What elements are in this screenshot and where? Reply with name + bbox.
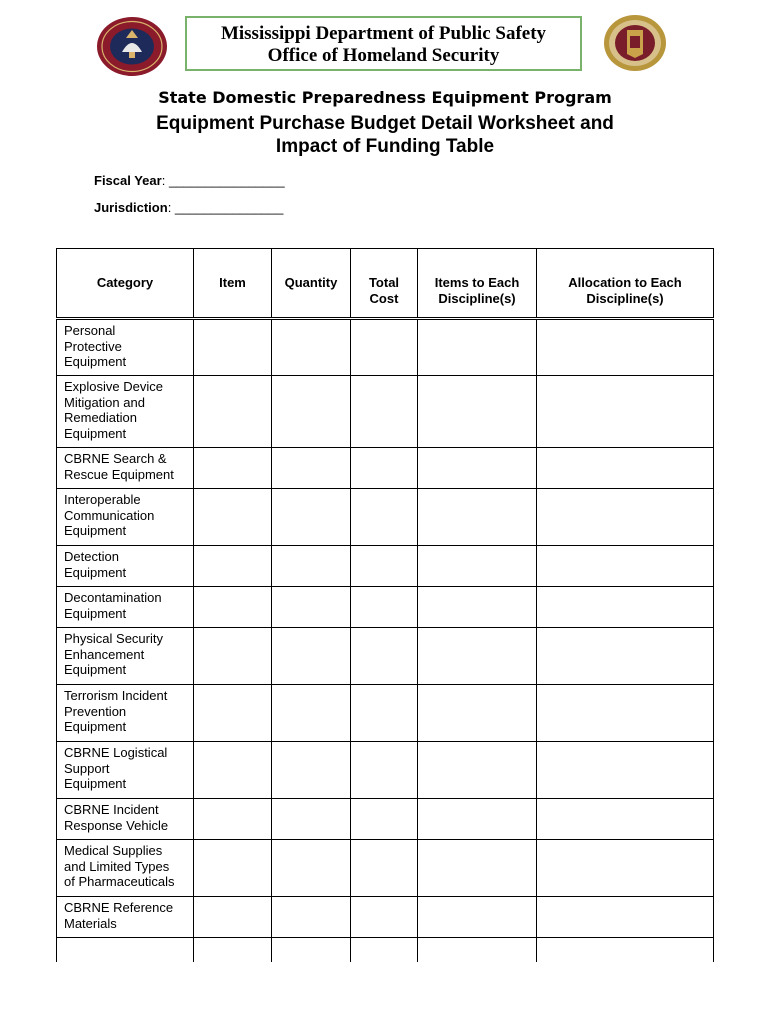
jurisdiction-label: Jurisdiction bbox=[94, 200, 168, 215]
table-row bbox=[57, 489, 714, 546]
column-header-line: Cost bbox=[369, 290, 399, 306]
public-safety-seal-icon bbox=[96, 16, 168, 77]
entry-cell-items-to-discipline[interactable] bbox=[418, 587, 537, 628]
column-header-items-to-discipline bbox=[418, 249, 537, 319]
column-header-line: Allocation to Each bbox=[568, 275, 682, 290]
entry-cell-item[interactable] bbox=[194, 742, 272, 799]
category-label-line: Detection bbox=[64, 549, 119, 564]
entry-cell-quantity[interactable] bbox=[272, 587, 351, 628]
category-label-line: Protective bbox=[64, 338, 122, 354]
entry-cell-total-cost[interactable] bbox=[351, 897, 418, 938]
category-cell bbox=[57, 319, 194, 376]
table-row bbox=[57, 628, 714, 685]
program-title: State Domestic Preparedness Equipment Program bbox=[158, 88, 612, 107]
category-label-line: CBRNE Logistical bbox=[64, 745, 168, 760]
table-row bbox=[57, 897, 714, 938]
category-cell bbox=[57, 489, 194, 546]
entry-cell-allocation-to-discipline[interactable] bbox=[537, 489, 714, 546]
entry-cell-quantity[interactable] bbox=[272, 840, 351, 897]
category-label-line: Equipment bbox=[64, 354, 127, 369]
entry-cell-total-cost[interactable] bbox=[351, 742, 418, 799]
entry-cell-allocation-to-discipline[interactable] bbox=[537, 376, 714, 448]
category-label-line: Explosive Device bbox=[64, 379, 163, 394]
category-label-line: Response Vehicle bbox=[64, 817, 169, 833]
budget-table bbox=[56, 248, 714, 962]
fiscal-year-label: Fiscal Year bbox=[94, 173, 162, 188]
category-label-line: Support bbox=[64, 760, 110, 776]
category-label-line: Equipment bbox=[64, 662, 127, 677]
category-label-line: Communication bbox=[64, 507, 155, 523]
entry-cell-item[interactable] bbox=[194, 897, 272, 938]
table-row bbox=[57, 742, 714, 799]
entry-cell-items-to-discipline[interactable] bbox=[418, 685, 537, 742]
table-row bbox=[57, 376, 714, 448]
entry-cell-total-cost[interactable] bbox=[351, 587, 418, 628]
table-row bbox=[57, 685, 714, 742]
entry-cell-total-cost[interactable] bbox=[351, 319, 418, 376]
category-cell bbox=[57, 840, 194, 897]
entry-cell-allocation-to-discipline[interactable] bbox=[537, 685, 714, 742]
table-header-row bbox=[57, 249, 714, 319]
entry-cell-items-to-discipline[interactable] bbox=[418, 799, 537, 840]
category-label-line: Equipment bbox=[64, 523, 127, 538]
entry-cell-item[interactable] bbox=[194, 799, 272, 840]
table-body bbox=[57, 319, 714, 962]
entry-cell-allocation-to-discipline[interactable] bbox=[537, 799, 714, 840]
worksheet-title bbox=[0, 112, 770, 158]
entry-cell[interactable] bbox=[272, 938, 351, 962]
table-row bbox=[57, 546, 714, 587]
category-cell bbox=[57, 587, 194, 628]
fiscal-year-blank: : ________________ bbox=[161, 173, 285, 188]
entry-cell-item[interactable] bbox=[194, 840, 272, 897]
entry-cell-quantity[interactable] bbox=[272, 319, 351, 376]
entry-cell-quantity[interactable] bbox=[272, 742, 351, 799]
table-row bbox=[57, 448, 714, 489]
jurisdiction-field[interactable] bbox=[94, 200, 283, 215]
entry-cell-allocation-to-discipline[interactable] bbox=[537, 587, 714, 628]
jurisdiction-blank: : _______________ bbox=[167, 200, 284, 215]
entry-cell-quantity[interactable] bbox=[272, 897, 351, 938]
column-header-category bbox=[57, 249, 194, 319]
entry-cell-total-cost[interactable] bbox=[351, 376, 418, 448]
category-label-line: Terrorism Incident bbox=[64, 688, 168, 703]
entry-cell[interactable] bbox=[537, 938, 714, 962]
entry-cell-items-to-discipline[interactable] bbox=[418, 628, 537, 685]
column-header-line: Quantity bbox=[284, 275, 338, 290]
entry-cell-allocation-to-discipline[interactable] bbox=[537, 742, 714, 799]
entry-cell-total-cost[interactable] bbox=[351, 799, 418, 840]
column-header-line: Total bbox=[368, 275, 400, 290]
entry-cell-item[interactable] bbox=[194, 546, 272, 587]
category-label-line: Physical Security bbox=[64, 631, 163, 646]
entry-cell-quantity[interactable] bbox=[272, 685, 351, 742]
fiscal-year-field[interactable] bbox=[94, 173, 285, 188]
table-row bbox=[57, 319, 714, 376]
entry-cell-items-to-discipline[interactable] bbox=[418, 840, 537, 897]
entry-cell-total-cost[interactable] bbox=[351, 628, 418, 685]
table-row bbox=[57, 840, 714, 897]
entry-cell-item[interactable] bbox=[194, 319, 272, 376]
entry-cell-item[interactable] bbox=[194, 628, 272, 685]
category-label-line: Interoperable bbox=[64, 492, 141, 507]
category-label-line: Enhancement bbox=[64, 646, 145, 662]
category-cell bbox=[57, 799, 194, 840]
category-cell bbox=[57, 897, 194, 938]
column-header-total-cost bbox=[351, 249, 418, 319]
category-label-line: CBRNE Search & bbox=[64, 451, 167, 466]
table-row bbox=[57, 938, 714, 962]
entry-cell-quantity[interactable] bbox=[272, 489, 351, 546]
category-label-line: Medical Supplies bbox=[64, 843, 163, 858]
entry-cell-total-cost[interactable] bbox=[351, 448, 418, 489]
entry-cell-allocation-to-discipline[interactable] bbox=[537, 897, 714, 938]
category-label-line: of Pharmaceuticals bbox=[64, 874, 175, 889]
entry-cell-quantity[interactable] bbox=[272, 546, 351, 587]
category-label-line: Rescue Equipment bbox=[64, 466, 174, 482]
table-row bbox=[57, 587, 714, 628]
entry-cell-total-cost[interactable] bbox=[351, 546, 418, 587]
entry-cell-allocation-to-discipline[interactable] bbox=[537, 546, 714, 587]
category-label-line: Remediation bbox=[64, 410, 137, 425]
entry-cell-item[interactable] bbox=[194, 587, 272, 628]
category-label-line: CBRNE Reference bbox=[64, 900, 174, 915]
entry-cell-items-to-discipline[interactable] bbox=[418, 897, 537, 938]
worksheet-title-line2: Impact of Funding Table bbox=[275, 136, 495, 157]
entry-cell-items-to-discipline[interactable] bbox=[418, 319, 537, 376]
entry-cell-total-cost[interactable] bbox=[351, 685, 418, 742]
entry-cell[interactable] bbox=[57, 938, 194, 962]
entry-cell-item[interactable] bbox=[194, 489, 272, 546]
category-cell bbox=[57, 685, 194, 742]
column-header-line: Discipline(s) bbox=[438, 290, 516, 306]
worksheet-title-line1: Equipment Purchase Budget Detail Worksheet and bbox=[156, 113, 614, 134]
entry-cell-allocation-to-discipline[interactable] bbox=[537, 448, 714, 489]
column-header-allocation-to-discipline bbox=[537, 249, 714, 319]
column-header-line: Item bbox=[219, 275, 246, 290]
office-name: Office of Homeland Security bbox=[267, 45, 500, 66]
entry-cell-item[interactable] bbox=[194, 376, 272, 448]
agency-header bbox=[185, 16, 582, 71]
category-label-line: Personal bbox=[64, 323, 116, 338]
category-cell bbox=[57, 448, 194, 489]
category-label-line: Equipment bbox=[64, 425, 127, 441]
entry-cell-allocation-to-discipline[interactable] bbox=[537, 319, 714, 376]
entry-cell-total-cost[interactable] bbox=[351, 840, 418, 897]
entry-cell-quantity[interactable] bbox=[272, 628, 351, 685]
category-label-line: Mitigation and bbox=[64, 394, 145, 410]
entry-cell-allocation-to-discipline[interactable] bbox=[537, 840, 714, 897]
entry-cell[interactable] bbox=[194, 938, 272, 962]
agency-name: Mississippi Department of Public Safety bbox=[220, 23, 547, 44]
entry-cell-item[interactable] bbox=[194, 448, 272, 489]
entry-cell[interactable] bbox=[418, 938, 537, 962]
category-cell bbox=[57, 742, 194, 799]
category-label-line: Materials bbox=[64, 915, 117, 931]
entry-cell-item[interactable] bbox=[194, 685, 272, 742]
category-label-line: Equipment bbox=[64, 564, 127, 580]
column-header-item bbox=[194, 249, 272, 319]
entry-cell-items-to-discipline[interactable] bbox=[418, 742, 537, 799]
category-label-line: Equipment bbox=[64, 776, 127, 791]
category-cell bbox=[57, 628, 194, 685]
homeland-security-seal-icon bbox=[603, 14, 667, 72]
category-label-line: Prevention bbox=[64, 703, 127, 719]
category-label-line: and Limited Types bbox=[64, 858, 170, 874]
entry-cell-items-to-discipline[interactable] bbox=[418, 448, 537, 489]
entry-cell-items-to-discipline[interactable] bbox=[418, 489, 537, 546]
category-label-line: CBRNE Incident bbox=[64, 802, 159, 817]
entry-cell-items-to-discipline[interactable] bbox=[418, 546, 537, 587]
entry-cell-quantity[interactable] bbox=[272, 799, 351, 840]
category-label-line: Equipment bbox=[64, 719, 127, 734]
column-header-quantity bbox=[272, 249, 351, 319]
entry-cell-total-cost[interactable] bbox=[351, 489, 418, 546]
category-cell bbox=[57, 546, 194, 587]
budget-table-container bbox=[56, 248, 714, 962]
column-header-line: Discipline(s) bbox=[586, 290, 664, 306]
entry-cell-items-to-discipline[interactable] bbox=[418, 376, 537, 448]
table-row bbox=[57, 799, 714, 840]
column-header-line: Category bbox=[96, 275, 154, 290]
entry-cell-quantity[interactable] bbox=[272, 448, 351, 489]
category-label-line: Equipment bbox=[64, 605, 127, 621]
entry-cell[interactable] bbox=[351, 938, 418, 962]
entry-cell-allocation-to-discipline[interactable] bbox=[537, 628, 714, 685]
column-header-line: Items to Each bbox=[434, 275, 520, 290]
category-cell bbox=[57, 376, 194, 448]
category-label-line: Decontamination bbox=[64, 590, 162, 605]
entry-cell-quantity[interactable] bbox=[272, 376, 351, 448]
